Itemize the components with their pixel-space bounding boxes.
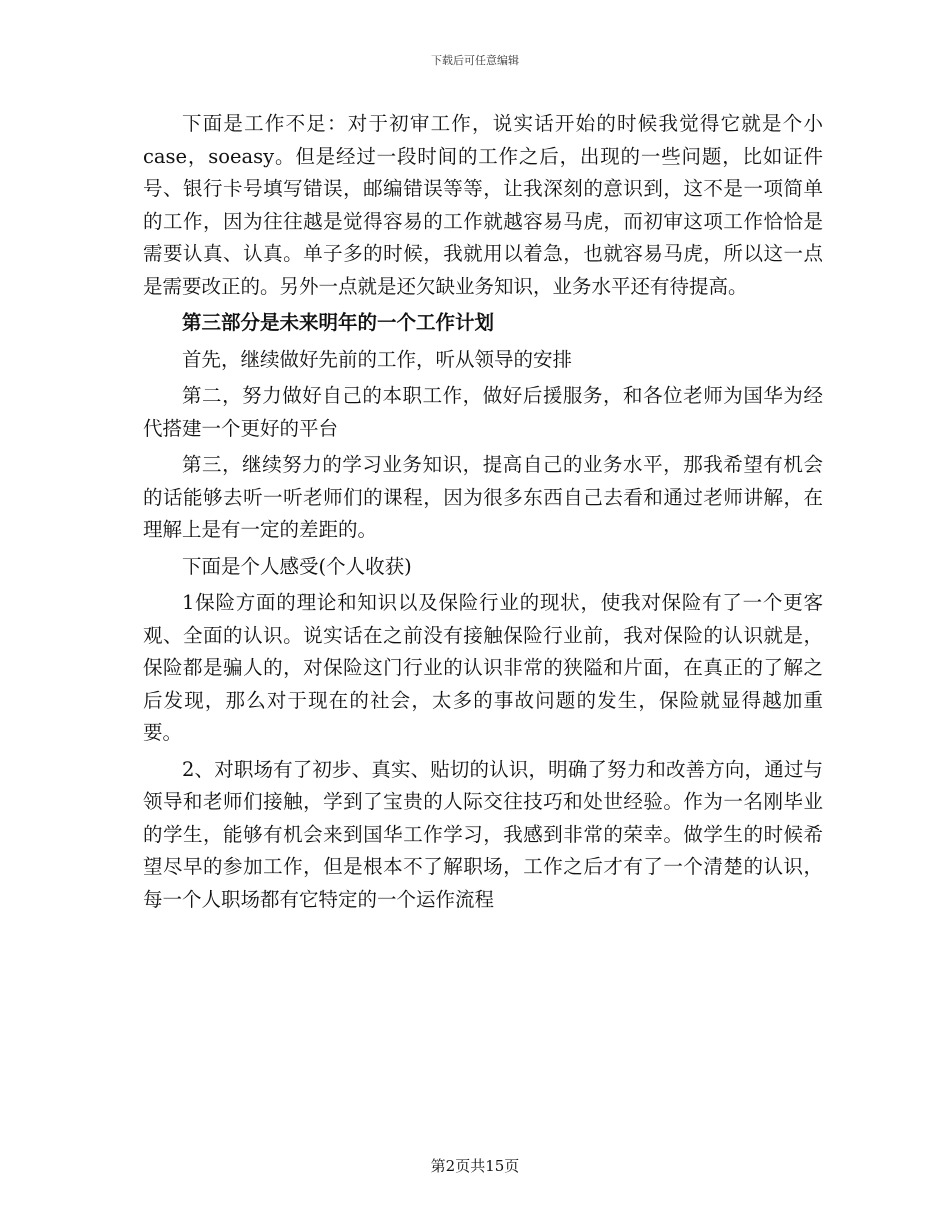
section-heading-work-plan: 第三部分是未来明年的一个工作计划 [182, 311, 495, 334]
paragraph-gain-workplace: 2、对职场有了初步、真实、贴切的认识，明确了努力和改善方向，通过与领导和老师们接触，学到了宝贵的人际交往技巧和处世经验。作为一名刚毕业的学生，能够有机会来到国华工作学习，我感到非常的荣幸。做学生的时候希望尽早的参加工作，但是根本不了解职场，工作之后才有了一个清楚的认识，每一个人职场都有它特定的一个运作流程 [143, 757, 823, 911]
paragraph-plan-third: 第三，继续努力的学习业务知识，提高自己的业务水平，那我希望有机会的话能够去听一听老师们的课程，因为很多东西自己去看和通过老师讲解，在理解上是有一定的差距的。 [143, 453, 823, 541]
paragraph-plan-second: 第二，努力做好自己的本职工作，做好后援服务，和各位老师为国华为经代搭建一个更好的平台 [143, 384, 823, 440]
paragraph-gain-insurance: 1保险方面的理论和知识以及保险行业的现状，使我对保险有了一个更客观、全面的认识。说实话在之前没有接触保险行业前，我对保险的认识就是，保险都是骗人的，对保险这门行业的认识非常的狭隘和片面，在真正的了解之后发现，那么对于现在的社会，太多的事故问题的发生，保险就显得越加重要。 [143, 591, 823, 744]
paragraph-work-shortcomings: 下面是工作不足：对于初审工作，说实话开始的时候我觉得它就是个小case，soeasy。但是经过一段时间的工作之后，出现的一些问题，比如证件号、银行卡号填写错误，邮编错误等等，让我深刻的意识到，这不是一项简单的工作，因为往往越是觉得容易的工作就越容易马虎，而初审这项工作恰恰是需要认真、认真。单子多的时候，我就用以着急，也就容易马虎，所以这一点是需要改正的。另外一点就是还欠缺业务知识，业务水平还有待提高。 [143, 112, 823, 298]
page-header: 下载后可任意编辑 [431, 54, 519, 67]
page-number: 第2页共15页 [430, 1157, 520, 1175]
paragraph-personal-feelings-intro: 下面是个人感受(个人收获) [182, 554, 412, 578]
paragraph-plan-first: 首先，继续做好先前的工作，听从领导的安排 [182, 347, 573, 371]
document-body [143, 108, 823, 920]
